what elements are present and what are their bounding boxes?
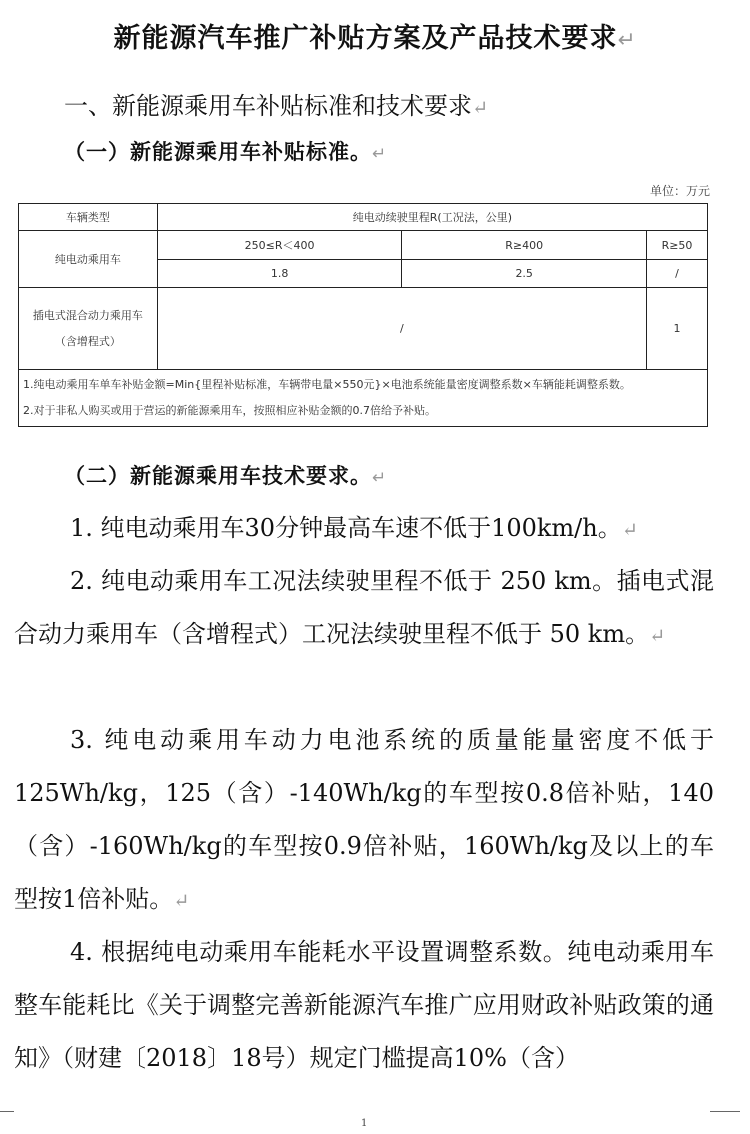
document-title <box>0 16 750 55</box>
table-row <box>19 231 708 260</box>
paragraph-mark-icon: ↵ <box>472 96 489 119</box>
subsection-heading-2-text: （二）新能源乘用车技术要求。 <box>64 464 372 488</box>
paragraph-1 <box>14 502 714 556</box>
paragraph-mark-icon: ↵ <box>649 624 666 647</box>
range-cell: R≥400 <box>402 231 647 260</box>
header-range: 纯电动续驶里程R(工况法，公里) <box>157 204 707 231</box>
range-cell: 250≤R＜400 <box>157 231 402 260</box>
paragraph-mark-icon: ↵ <box>372 143 388 163</box>
note-1: 1.纯电动乘用车单车补贴金额=Min{里程补贴标准，车辆带电量×550元}×电池系统能量密度调整系数×车辆能耗调整系数。 <box>23 378 631 391</box>
footer-rule-left <box>0 1111 14 1112</box>
section-heading-1-text: 一、新能源乘用车补贴标准和技术要求 <box>64 92 472 120</box>
table-notes <box>19 370 708 427</box>
value-cell: / <box>157 288 646 370</box>
paragraph-3 <box>14 714 714 927</box>
note-2: 2.对于非私人购买或用于营运的新能源乘用车，按照相应补贴金额的0.7倍给予补贴。 <box>23 404 436 417</box>
subsection-heading-1-text: （一）新能源乘用车补贴标准。 <box>64 140 372 164</box>
row-bev-label: 纯电动乘用车 <box>19 231 158 288</box>
table-note-row <box>19 370 708 427</box>
paragraph-mark-icon: ↵ <box>617 28 637 53</box>
paragraph-2 <box>14 555 714 662</box>
subsection-heading-2 <box>64 460 387 490</box>
paragraph-mark-icon: ↵ <box>621 518 638 541</box>
section-heading-1 <box>64 86 488 121</box>
subsidy-table <box>18 203 708 427</box>
subsection-heading-1 <box>64 136 387 166</box>
footer-rule-right <box>710 1111 740 1112</box>
paragraph-mark-icon: ↵ <box>173 889 190 912</box>
table-header-row <box>19 204 708 231</box>
value-cell: 1.8 <box>157 260 402 288</box>
paragraph-mark-icon: ↵ <box>372 467 388 487</box>
table-row <box>19 288 708 370</box>
title-text: 新能源汽车推广补贴方案及产品技术要求 <box>113 23 618 54</box>
value-cell: 1 <box>647 288 708 370</box>
unit-label: 单位：万元 <box>649 184 710 198</box>
header-vehicle-type: 车辆类型 <box>19 204 158 231</box>
page-number: 1 <box>361 1118 368 1129</box>
range-cell: R≥50 <box>647 231 708 260</box>
value-cell: / <box>647 260 708 288</box>
paragraph-text: 2. 纯电动乘用车工况法续驶里程不低于 250 km。插电式混合动力乘用车（含增程式）工况法续驶里程不低于 50 km。 <box>14 567 714 648</box>
paragraph-text: 3. 纯电动乘用车动力电池系统的质量能量密度不低于125Wh/kg，125（含）-140Wh/kg的车型按0.8倍补贴，140（含）-160Wh/kg的车型按0.9倍补贴，160Wh/kg及以上的车型按1倍补贴。 <box>14 726 714 913</box>
paragraph-text: 1. 纯电动乘用车30分钟最高车速不低于100km/h。 <box>70 514 622 542</box>
value-cell: 2.5 <box>402 260 647 288</box>
paragraph-4 <box>14 926 714 1085</box>
paragraph-text: 4. 根据纯电动乘用车能耗水平设置调整系数。纯电动乘用车整车能耗比《关于调整完善新能源汽车推广应用财政补贴政策的通知》（财建〔2018〕18号）规定门槛提高10%（含） <box>14 938 714 1072</box>
row-phev-label: 插电式混合动力乘用车（含增程式） <box>19 288 158 370</box>
